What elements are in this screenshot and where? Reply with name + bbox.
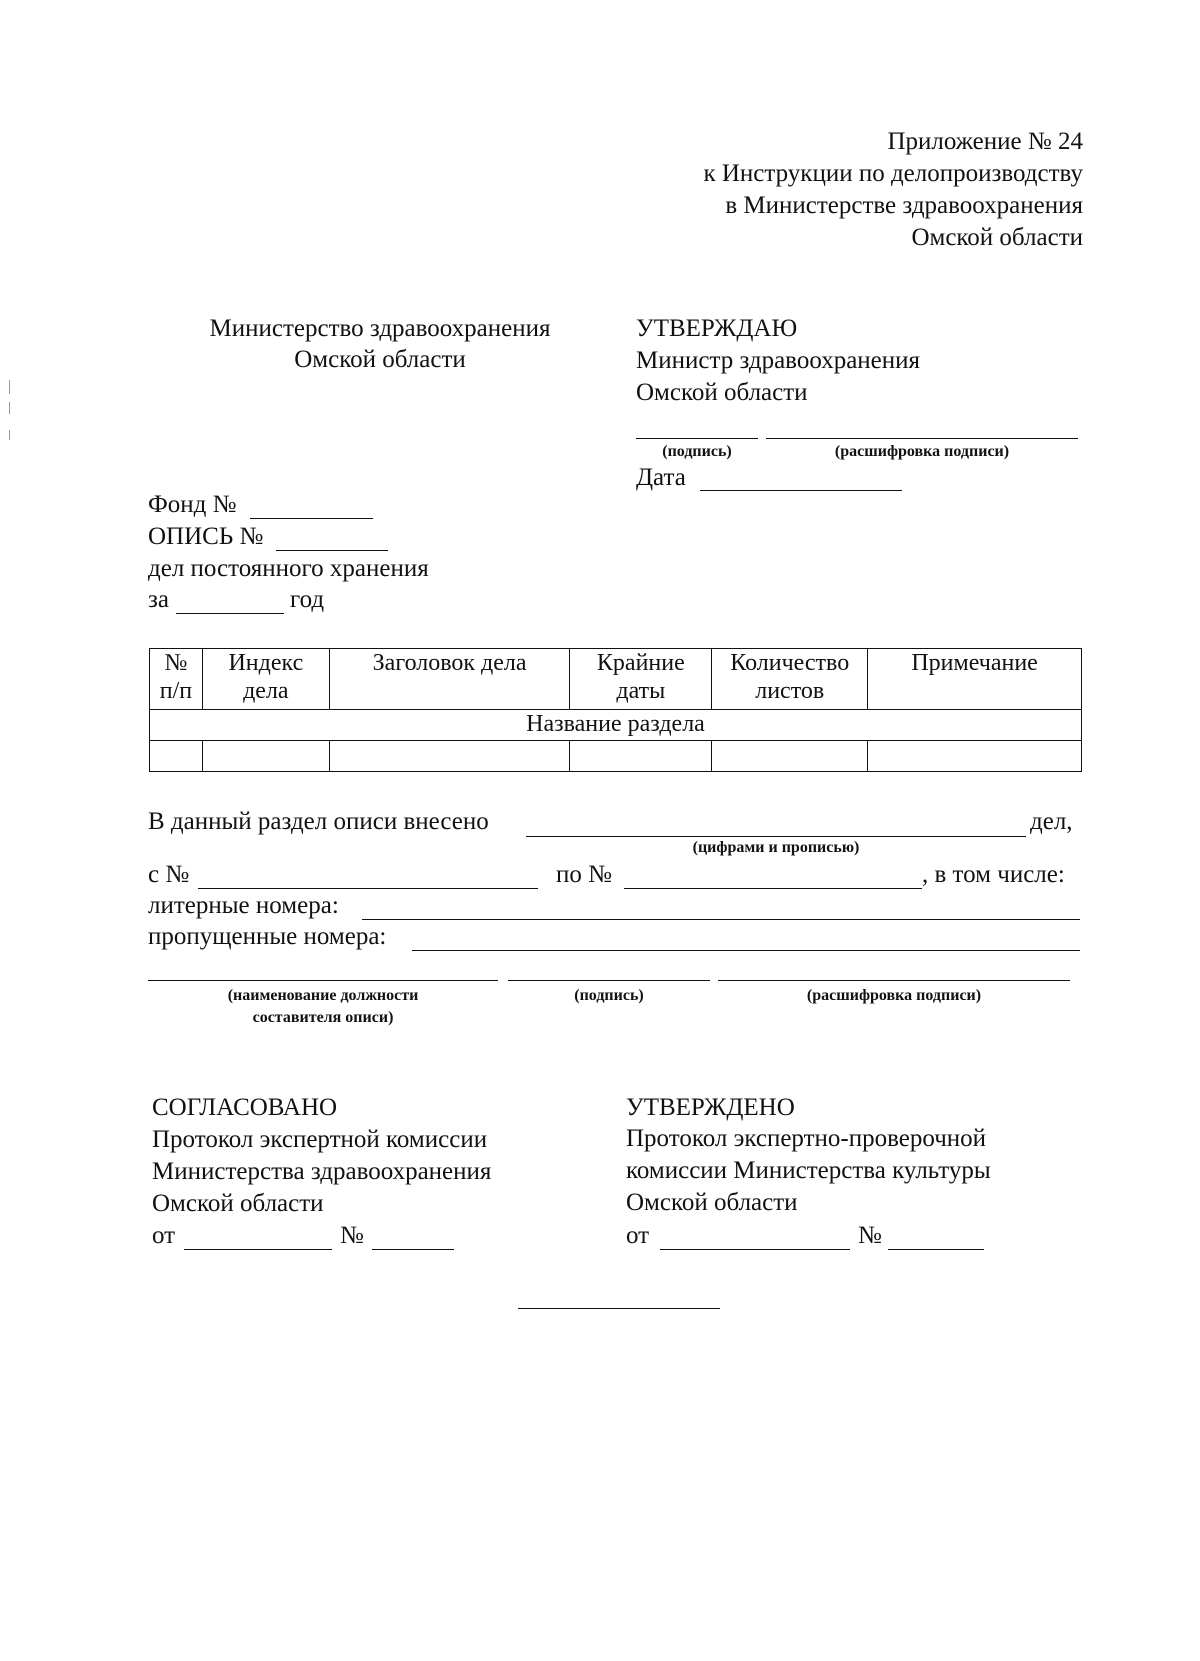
compiler-position-caption-1: (наименование должности	[227, 987, 419, 1004]
storage-label: дел постоянного хранения	[148, 555, 429, 582]
inventory-table	[149, 648, 1082, 772]
year-line[interactable]	[176, 613, 284, 614]
header-number: № п/п	[150, 649, 203, 710]
header-case-title: Заголовок дела	[329, 649, 570, 710]
approved-line-1: Протокол экспертно-проверочной	[626, 1125, 987, 1152]
scan-margin-mark	[9, 430, 10, 440]
organization-name: Министерство здравоохранения	[209, 315, 551, 342]
skipped-numbers-line[interactable]	[412, 950, 1080, 951]
section-row	[150, 710, 1082, 741]
header-dates: Крайние даты	[570, 649, 712, 710]
to-number-label: по №	[556, 861, 612, 888]
agreed-line-1: Протокол экспертной комиссии	[152, 1126, 488, 1153]
table-cell[interactable]	[570, 741, 712, 772]
signature-line[interactable]	[636, 438, 758, 439]
agreed-number-label: №	[340, 1222, 364, 1249]
compiler-decode-line[interactable]	[718, 980, 1070, 981]
including-label: , в том числе:	[922, 861, 1065, 888]
closing-separator	[518, 1308, 720, 1309]
table-header-row	[150, 649, 1082, 710]
appendix-line-2: к Инструкции по делопроизводству	[703, 160, 1083, 187]
agreed-line-3: Омской области	[152, 1190, 324, 1217]
table-cell[interactable]	[329, 741, 570, 772]
entered-count-line[interactable]	[526, 836, 1026, 837]
compiler-decode-caption: (расшифровка подписи)	[806, 987, 982, 1004]
signature-caption: (подпись)	[662, 443, 732, 460]
compiler-signature-caption: (подпись)	[574, 987, 644, 1004]
approve-line-2: Омской области	[636, 379, 808, 406]
compiler-position-line[interactable]	[148, 980, 498, 981]
year-suffix: год	[290, 586, 325, 613]
to-number-line[interactable]	[624, 888, 922, 889]
signature-decode-line[interactable]	[766, 438, 1078, 439]
organization-region: Омской области	[294, 346, 466, 373]
approved-number-label: №	[858, 1222, 882, 1249]
date-line[interactable]	[700, 490, 902, 491]
section-title: Название раздела	[150, 710, 1082, 741]
entered-caption: (цифрами и прописью)	[692, 839, 860, 856]
date-label: Дата	[636, 464, 686, 491]
header-note: Примечание	[868, 649, 1082, 710]
agreed-line-2: Министерства здравоохранения	[152, 1158, 492, 1185]
letter-numbers-line[interactable]	[362, 919, 1080, 920]
scan-margin-mark	[9, 402, 10, 414]
approved-line-3: Омской области	[626, 1189, 798, 1216]
approved-date-line[interactable]	[660, 1249, 850, 1250]
scan-margin-mark	[9, 380, 10, 394]
entered-suffix: дел,	[1030, 808, 1073, 835]
appendix-line-4: Омской области	[911, 224, 1083, 251]
approve-line-1: Министр здравоохранения	[636, 347, 921, 374]
table-row	[150, 741, 1082, 772]
signature-decode-caption: (расшифровка подписи)	[834, 443, 1010, 460]
header-index: Индекс дела	[202, 649, 329, 710]
header-sheet-count: Количество листов	[712, 649, 868, 710]
agreed-title: СОГЛАСОВАНО	[152, 1094, 338, 1121]
entered-label: В данный раздел описи внесено	[148, 808, 489, 835]
table-cell[interactable]	[150, 741, 203, 772]
agreed-date-line[interactable]	[184, 1249, 332, 1250]
fund-label: Фонд №	[148, 491, 237, 518]
letter-numbers-label: литерные номера:	[148, 892, 339, 919]
from-number-line[interactable]	[198, 888, 538, 889]
agreed-number-line[interactable]	[372, 1249, 454, 1250]
inventory-number-line[interactable]	[276, 550, 388, 551]
agreed-from-label: от	[152, 1222, 176, 1249]
inventory-label: ОПИСЬ №	[148, 523, 264, 550]
appendix-number: Приложение № 24	[887, 128, 1083, 155]
approved-from-label: от	[626, 1222, 650, 1249]
table-cell[interactable]	[712, 741, 868, 772]
approved-number-line[interactable]	[888, 1249, 984, 1250]
compiler-signature-line[interactable]	[508, 980, 710, 981]
appendix-line-3: в Министерстве здравоохранения	[725, 192, 1083, 219]
fund-number-line[interactable]	[250, 518, 373, 519]
approved-line-2: комиссии Министерства культуры	[626, 1157, 991, 1184]
compiler-position-caption-2: составителя описи)	[252, 1009, 394, 1026]
year-prefix: за	[148, 586, 169, 613]
skipped-numbers-label: пропущенные номера:	[148, 923, 387, 950]
from-number-label: с №	[148, 861, 190, 888]
table-cell[interactable]	[202, 741, 329, 772]
approve-title: УТВЕРЖДАЮ	[636, 315, 798, 342]
table-cell[interactable]	[868, 741, 1082, 772]
approved-title: УТВЕРЖДЕНО	[626, 1094, 795, 1121]
